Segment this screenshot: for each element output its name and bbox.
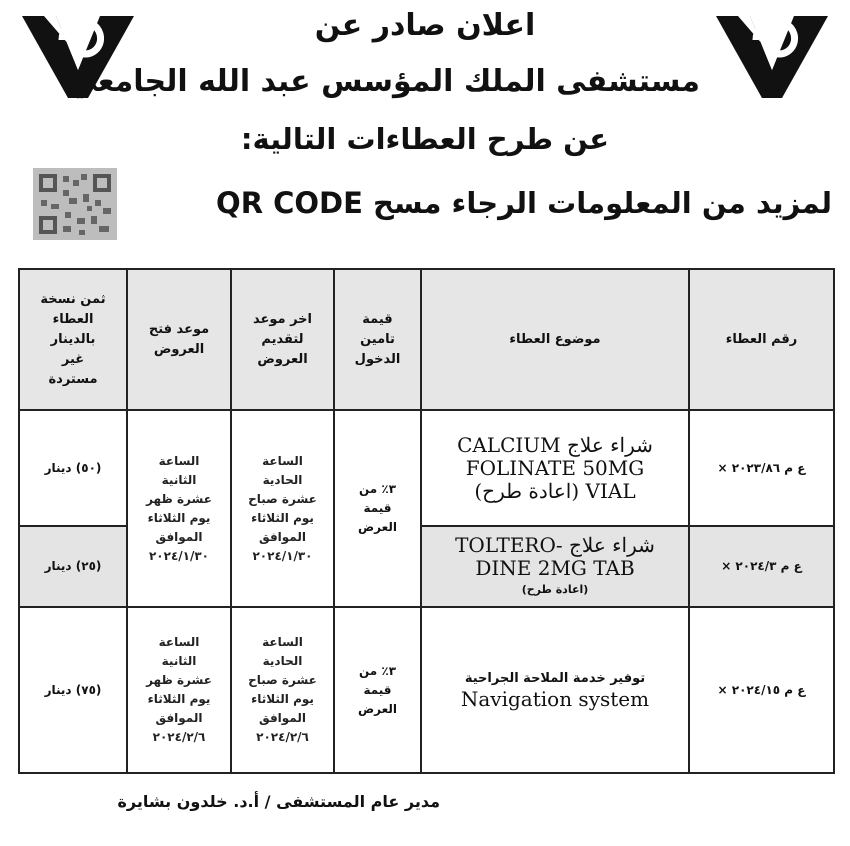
insurance-text: ٣٪ من — [358, 482, 397, 496]
header-submission-deadline — [231, 269, 334, 410]
insurance-text: قيمة — [363, 501, 392, 515]
deadline-text: الحادية — [262, 472, 303, 487]
subject-line: (اعادة طرح) — [521, 583, 589, 596]
table-row — [19, 607, 834, 773]
subject-line: توفير خدمة الملاحة الجراحية — [464, 671, 646, 686]
deadline-text: الموافق — [259, 711, 306, 725]
tender-subject — [421, 410, 689, 526]
copy-price: (٥٠) دينار — [19, 410, 127, 526]
deadline-text: ٢٠٢٤/٢/٦ — [256, 730, 309, 744]
insurance-text: قيمة — [363, 682, 392, 697]
header-copy-price — [19, 269, 127, 410]
announcement-title: اعلان صادر عن — [314, 8, 536, 43]
subject-line: شراء علاج CALCIUM — [457, 432, 653, 457]
insurance-text: العرض — [358, 520, 397, 534]
deadline-text: عشرة صباح — [248, 673, 317, 687]
header-text: تامين — [360, 331, 395, 347]
opening-text: عشرة ظهر — [146, 491, 212, 506]
tender-subject — [421, 607, 689, 773]
copy-price: (٧٥) دينار — [19, 607, 127, 773]
insurance-value — [334, 410, 421, 607]
tenders-table — [18, 268, 835, 774]
header-text: اخر موعد — [252, 311, 313, 327]
submission-deadline — [231, 410, 334, 607]
tenders-intro: عن طرح العطاءات التالية: — [240, 122, 610, 156]
opening-text: ٢٠٢٤/٢/٦ — [152, 730, 206, 744]
opening-date — [127, 410, 231, 607]
deadline-text: عشرة صباح — [248, 491, 317, 506]
subject-line: DINE 2MG TAB — [475, 556, 635, 580]
insurance-text: ٣٪ من — [358, 663, 397, 678]
header-text: العطاء — [52, 311, 94, 327]
opening-text: الساعة — [158, 635, 200, 649]
opening-text: ٢٠٢٤/١/٣٠ — [148, 548, 210, 563]
header-text: قيمة — [362, 311, 393, 327]
opening-text: الثانية — [161, 654, 197, 668]
header-text: بالدينار — [50, 331, 96, 347]
table-row — [19, 410, 834, 526]
header-text: مستردة — [48, 371, 98, 387]
opening-text: يوم الثلاثاء — [147, 692, 211, 706]
hospital-name: مستشفى الملك المؤسس عبد الله الجامعي — [67, 64, 700, 99]
header-text: الدخول — [354, 351, 401, 367]
opening-text: الساعة — [158, 453, 200, 468]
subject-line: VIAL (اعادة طرح) — [474, 478, 636, 503]
submission-deadline — [231, 607, 334, 773]
header-text: ثمن نسخة — [40, 291, 106, 307]
deadline-text: الساعة — [262, 453, 303, 468]
opening-text: الموافق — [155, 711, 203, 725]
deadline-text: يوم الثلاثاء — [251, 510, 314, 525]
tender-number: ع م ٢٠٢٣/٨٦ × — [689, 410, 834, 526]
copy-price: (٢٥) دينار — [19, 526, 127, 607]
deadline-text: ٢٠٢٤/١/٣٠ — [252, 548, 313, 563]
deadline-text: الموافق — [259, 529, 306, 544]
subject-line: Navigation system — [460, 687, 650, 711]
tender-number: ع م ٢٠٢٤/١٥ × — [689, 607, 834, 773]
header-text: العروض — [153, 341, 205, 357]
table-header-row — [19, 269, 834, 410]
subject-line: FOLINATE 50MG — [465, 455, 645, 480]
opening-text: عشرة ظهر — [146, 673, 212, 687]
header-tender-number: رقم العطاء — [689, 269, 834, 410]
opening-text: الموافق — [155, 529, 203, 544]
qr-code-icon — [33, 168, 117, 240]
hospital-logo-icon — [716, 10, 828, 100]
header-text: لتقديم — [261, 331, 304, 347]
tender-subject — [421, 526, 689, 607]
header-text: العروض — [257, 351, 308, 367]
opening-date — [127, 607, 231, 773]
opening-text: الثانية — [161, 472, 197, 487]
tender-number: ع م ٢٠٢٤/٣ × — [689, 526, 834, 607]
header-opening-date — [127, 269, 231, 410]
qr-instruction: لمزيد من المعلومات الرجاء مسح QR CODE — [216, 186, 832, 220]
opening-text: يوم الثلاثاء — [147, 510, 211, 525]
deadline-text: الساعة — [262, 635, 303, 649]
header-text: موعد فتح — [148, 321, 210, 337]
header-insurance-value — [334, 269, 421, 410]
deadline-text: الحادية — [262, 654, 303, 668]
insurance-value — [334, 607, 421, 773]
header-tender-subject: موضوع العطاء — [421, 269, 689, 410]
header-text: غير — [61, 351, 85, 367]
insurance-text: العرض — [358, 701, 397, 716]
deadline-text: يوم الثلاثاء — [251, 692, 314, 706]
director-signature-line: مدير عام المستشفى / أ.د. خلدون بشايرة — [117, 792, 440, 811]
subject-line: شراء علاج -TOLTERO — [455, 533, 655, 557]
